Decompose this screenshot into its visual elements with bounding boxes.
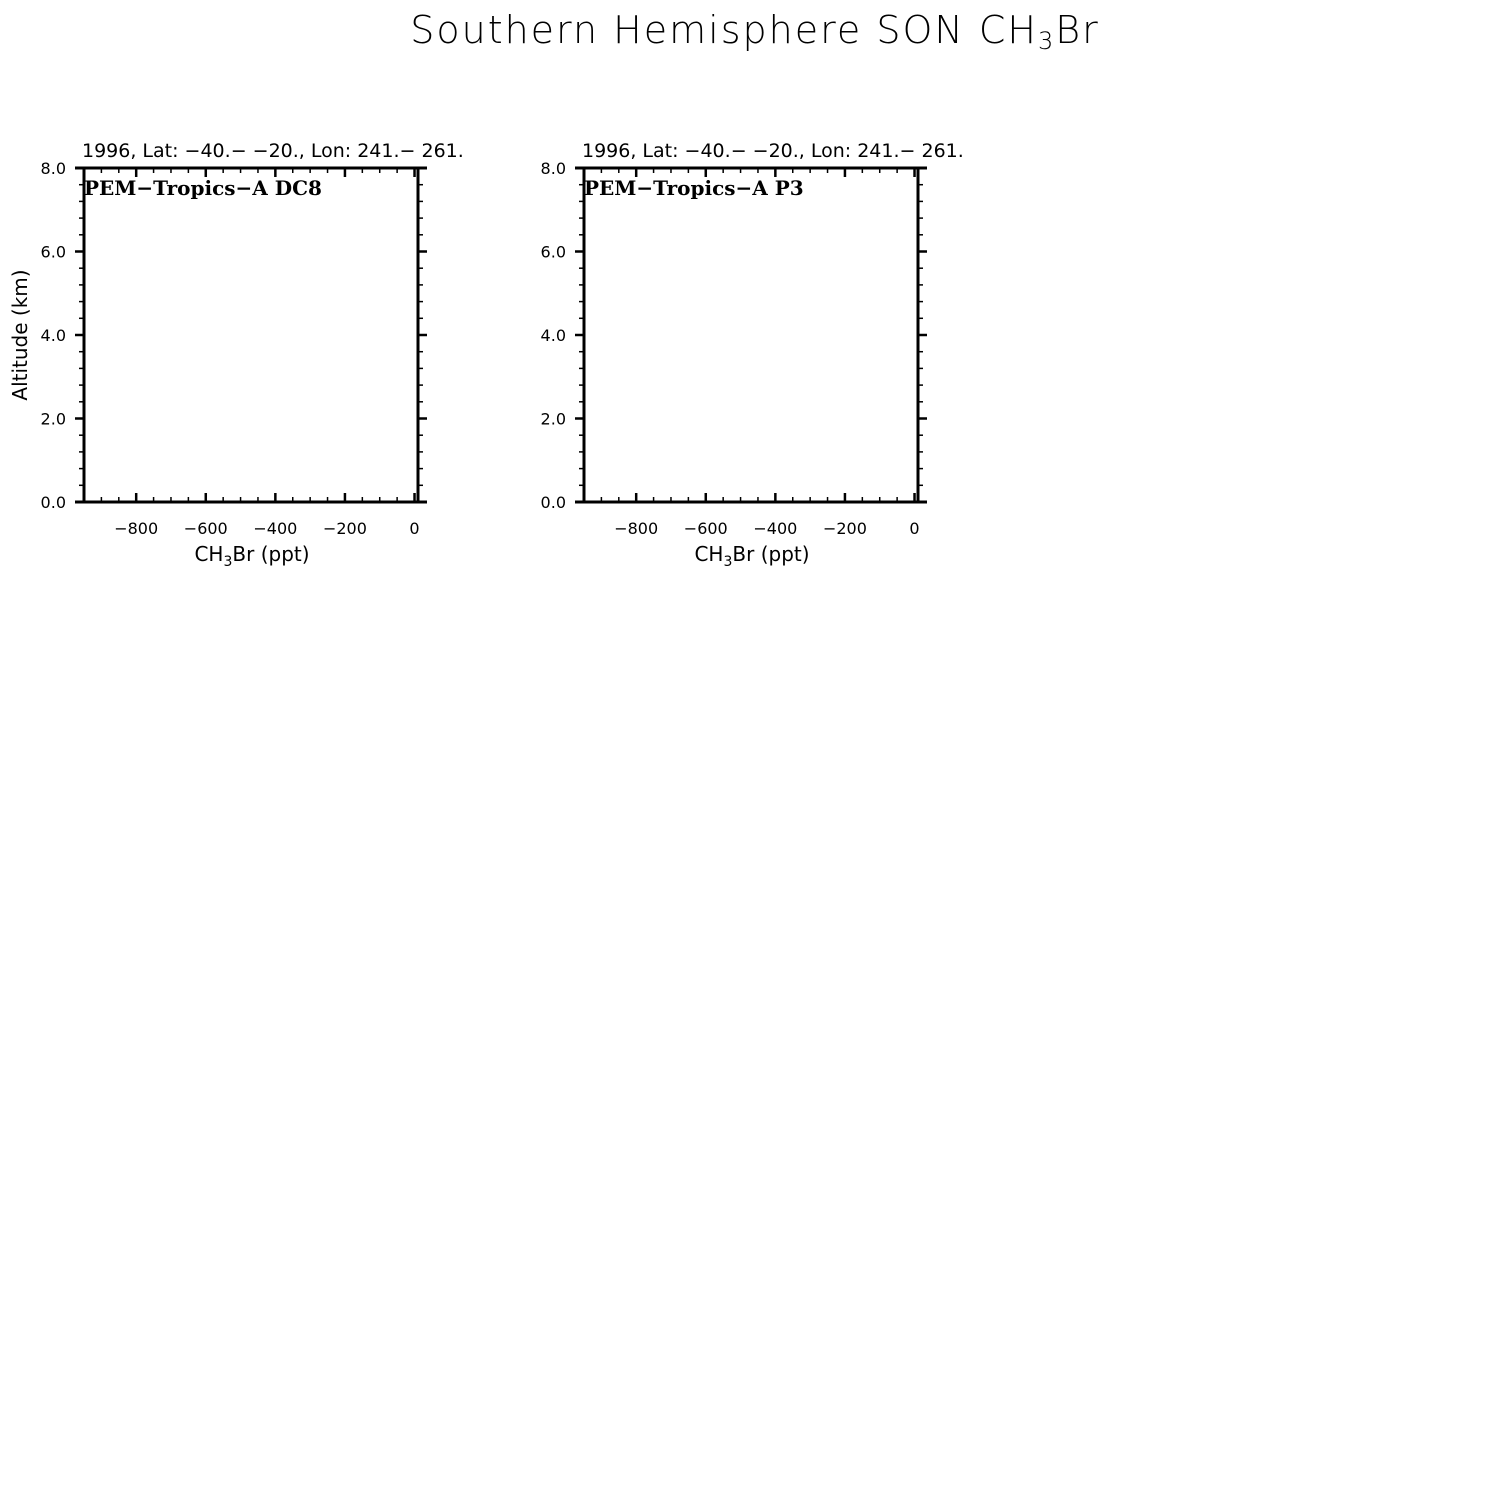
x-axis-label-tail: Br (ppt) — [232, 542, 310, 566]
plot-frame — [84, 168, 418, 502]
y-tick-label: 6.0 — [40, 242, 66, 262]
x-axis-label-subscript: 3 — [223, 554, 233, 570]
y-tick-label: 8.0 — [40, 159, 66, 178]
x-tick-label: −200 — [822, 519, 867, 538]
panel-subtitle: 1996, Lat: −40.− −20., Lon: 241.− 261. — [582, 140, 964, 162]
y-axis-label: Altitude (km) — [8, 269, 32, 401]
x-axis-label-main: CH — [194, 542, 224, 566]
x-axis-label-main: CH — [694, 542, 724, 566]
y-tick-label: 2.0 — [540, 409, 566, 429]
x-tick-label: 0 — [409, 519, 420, 538]
title-subscript: 3 — [1037, 27, 1056, 55]
chart-panel-2 — [541, 140, 964, 570]
x-tick-label: −600 — [683, 519, 728, 538]
title-main: Southern Hemisphere SON CH — [410, 8, 1038, 52]
y-tick-label: 6.0 — [540, 242, 566, 262]
y-tick-label: 0.0 — [40, 493, 66, 512]
y-tick-label: 2.0 — [40, 409, 66, 429]
panel-subtitle: 1996, Lat: −40.− −20., Lon: 241.− 261. — [82, 140, 464, 162]
x-tick-label: −400 — [753, 519, 798, 538]
x-tick-label: −800 — [614, 519, 659, 538]
title-tail: Br — [1055, 8, 1100, 52]
panel-annotation: PEM−Tropics−A DC8 — [84, 176, 322, 200]
chart-panel-1 — [8, 140, 464, 570]
x-tick-label: 0 — [909, 519, 920, 538]
y-tick-label: 4.0 — [540, 326, 566, 345]
y-tick-label: 4.0 — [40, 326, 66, 345]
x-axis-label — [694, 542, 809, 570]
x-tick-label: −800 — [114, 519, 159, 538]
x-axis-label — [194, 542, 309, 570]
x-axis-label-subscript: 3 — [723, 554, 733, 570]
plot-frame — [584, 168, 918, 502]
x-tick-label: −600 — [183, 519, 228, 538]
y-tick-label: 8.0 — [540, 159, 566, 178]
y-tick-label: 0.0 — [540, 493, 566, 512]
panel-annotation: PEM−Tropics−A P3 — [584, 176, 804, 200]
x-axis-label-tail: Br (ppt) — [732, 542, 810, 566]
x-tick-label: −400 — [253, 519, 298, 538]
x-tick-label: −200 — [322, 519, 367, 538]
